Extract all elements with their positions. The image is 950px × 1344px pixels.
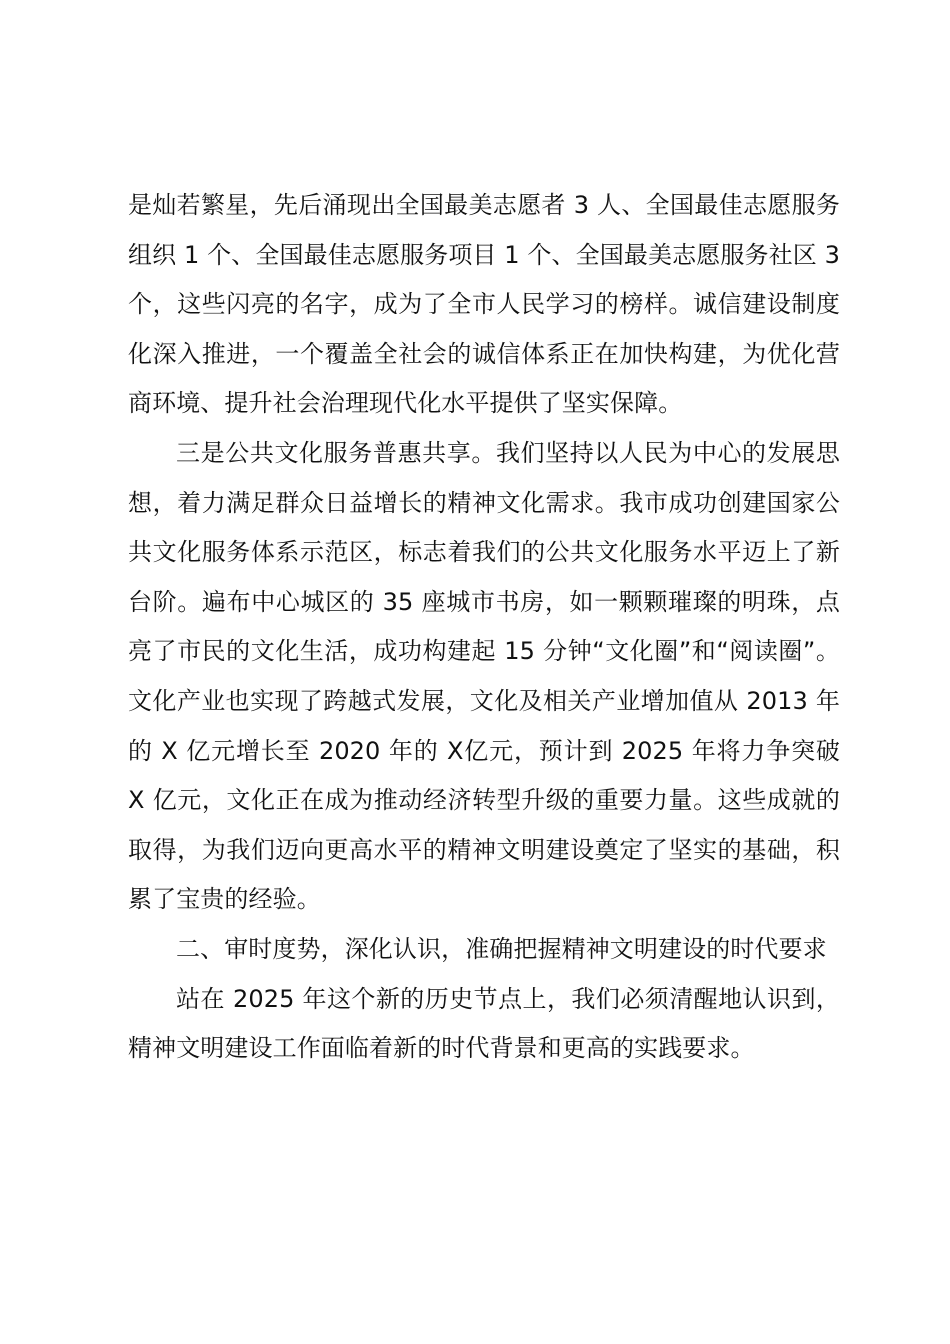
paragraph-public-culture: 三是公共文化服务普惠共享。我们坚持以人民为中心的发展思想，着力满足群众日益增长的精神文化需求。我市成功创建国家公共文化服务体系示范区，标志着我们的公共文化服务水平迈上了新台阶。遍布中心城区的 35 座城市书房，如一颗颗璀璨的明珠，点亮了市民的文化生活，成功构建起 15 分钟“文化圈”和“阅读圈”。文化产业也实现了跨越式发展，文化及相关产业增加值从 2013 年的 X 亿元增长至 2020 年的 X亿元，预计到 2025 年将力争突破 X 亿元，文化正在成为推动经济转型升级的重要力量。这些成就的取得，为我们迈向更高水平的精神文明建设奠定了坚实的基础，积累了宝贵的经验。 (128, 438, 840, 914)
paragraph-continuation: 是灿若繁星，先后涌现出全国最美志愿者 3 人、全国最佳志愿服务组织 1 个、全国最佳志愿服务项目 1 个、全国最美志愿服务社区 3 个，这些闪亮的名字，成为了全市人民学习的榜样。诚信建设制度化深入推进，一个覆盖全社会的诚信体系正在加快构建，为优化营商环境、提升社会治理现代化水平提供了坚实保障。 (128, 191, 840, 418)
paragraph-new-era: 站在 2025 年这个新的历史节点上，我们必须清醒地认识到，精神文明建设工作面临着新的时代背景和更高的实践要求。 (128, 984, 840, 1063)
document-body (128, 181, 840, 1074)
section-heading-two: 二、审时度势，深化认识，准确把握精神文明建设的时代要求 (176, 934, 827, 963)
